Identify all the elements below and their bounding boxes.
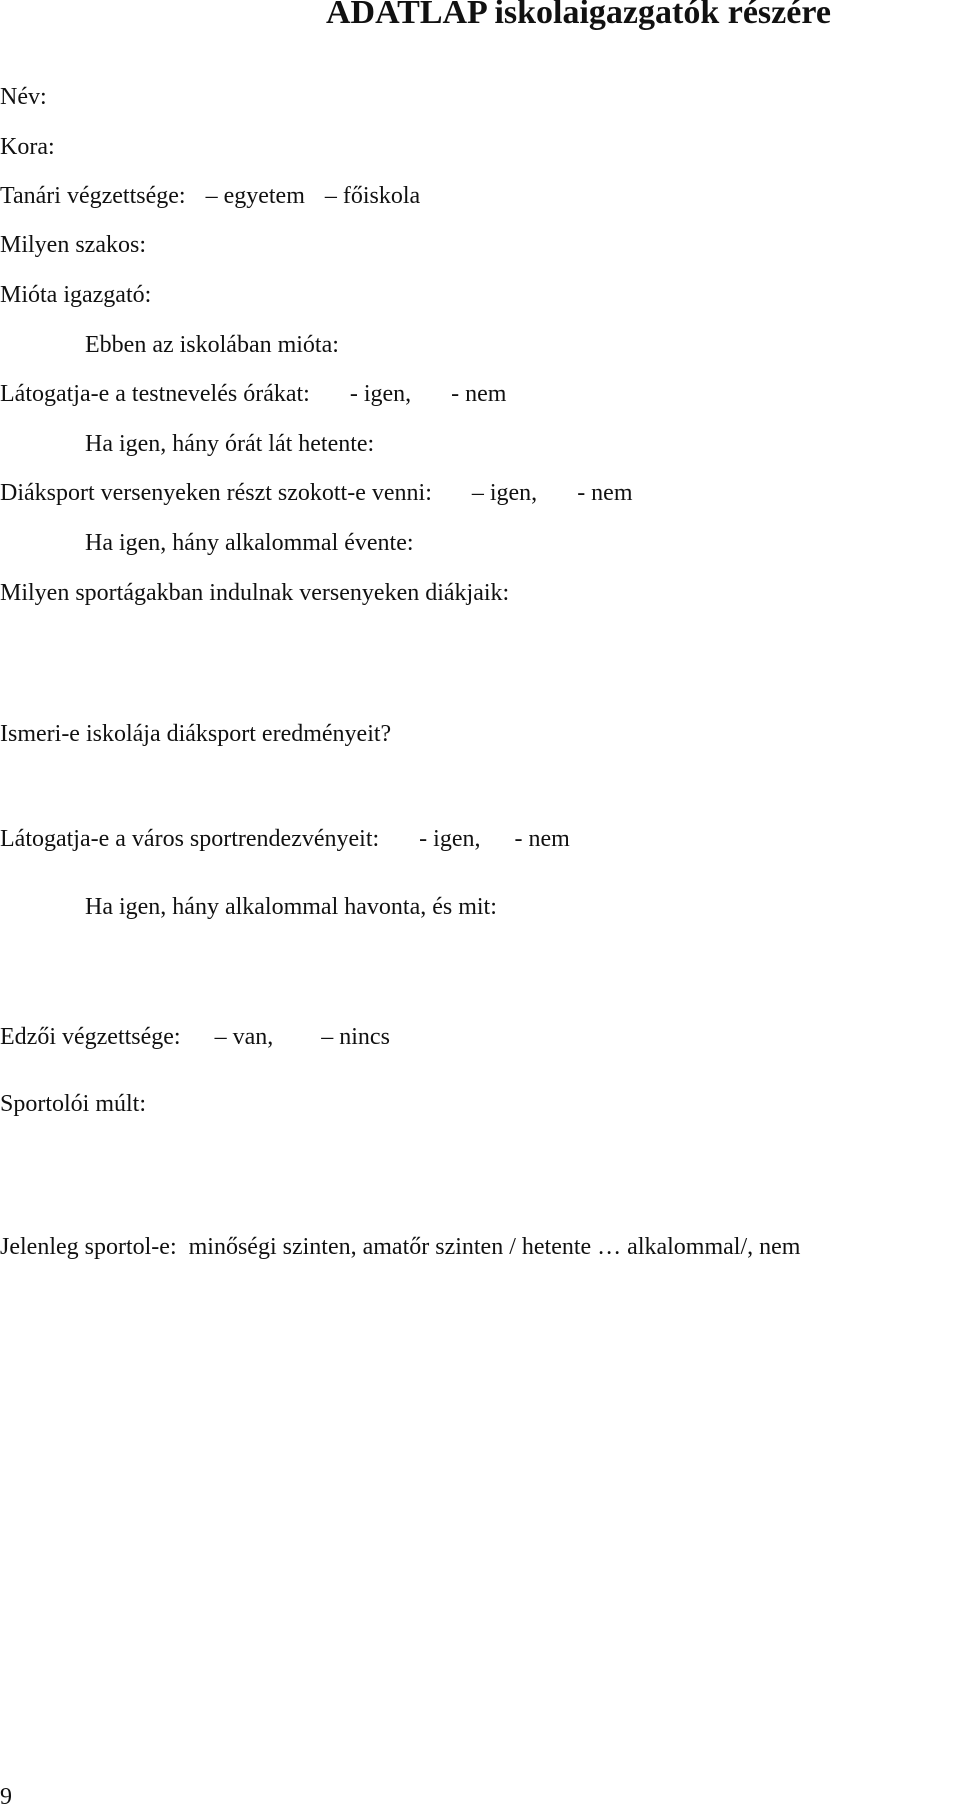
varos-option-nem: - nem [514,826,570,852]
tanari-vegzettseg-label: Tanári végzettsége: [0,183,186,209]
tanari-option-egyetem: – egyetem [205,183,305,209]
testneveles-option-igen: - igen, [349,381,412,407]
tanari-option-foiskola: – főiskola [324,183,421,209]
testneveles-question: Látogatja-e a testnevelés órákat: [0,381,310,407]
field-varos [0,824,570,854]
field-testneveles [0,379,506,409]
field-testneveles-hany: Ha igen, hány órát lát hetente: [85,431,375,457]
field-tanari-vegzettseg [0,181,420,211]
edzoi-option-van: – van, [214,1024,274,1050]
field-diaksport [0,478,633,508]
diaksport-option-nem: - nem [577,480,633,506]
edzoi-option-nincs: – nincs [321,1024,390,1050]
page-title: ADATLAP iskolaigazgatók részére [326,0,831,31]
testneveles-option-nem: - nem [451,381,507,407]
field-szak: Milyen szakos: [0,232,146,258]
varos-option-igen: - igen, [419,826,481,852]
diaksport-option-igen: – igen, [471,480,538,506]
field-diaksport-hany: Ha igen, hány alkalommal évente: [85,530,414,556]
field-varos-hany: Ha igen, hány alkalommal havonta, és mit: [85,894,497,920]
varos-question: Látogatja-e a város sportrendezvényeit: [0,826,380,852]
field-eredmenyek: Ismeri-e iskolája diáksport eredményeit? [0,721,392,747]
page-number: 9 [0,1784,12,1810]
field-sportoloi: Sportolói múlt: [0,1091,147,1117]
field-iskolaban-miota: Ebben az iskolában mióta: [85,332,339,358]
field-sportagak: Milyen sportágakban indulnak versenyeken diákjaik: [0,580,510,606]
field-edzoi [0,1022,390,1052]
edzoi-question: Edzői végzettsége: [0,1024,181,1050]
field-jelenleg: Jelenleg sportol-e: minőségi szinten, amatőr szinten / hetente … alkalommal/, nem [0,1234,801,1260]
field-nev: Név: [0,84,47,110]
field-kora: Kora: [0,134,55,160]
field-igazgato-miota: Mióta igazgató: [0,282,152,308]
diaksport-question: Diáksport versenyeken részt szokott-e venni: [0,480,432,506]
